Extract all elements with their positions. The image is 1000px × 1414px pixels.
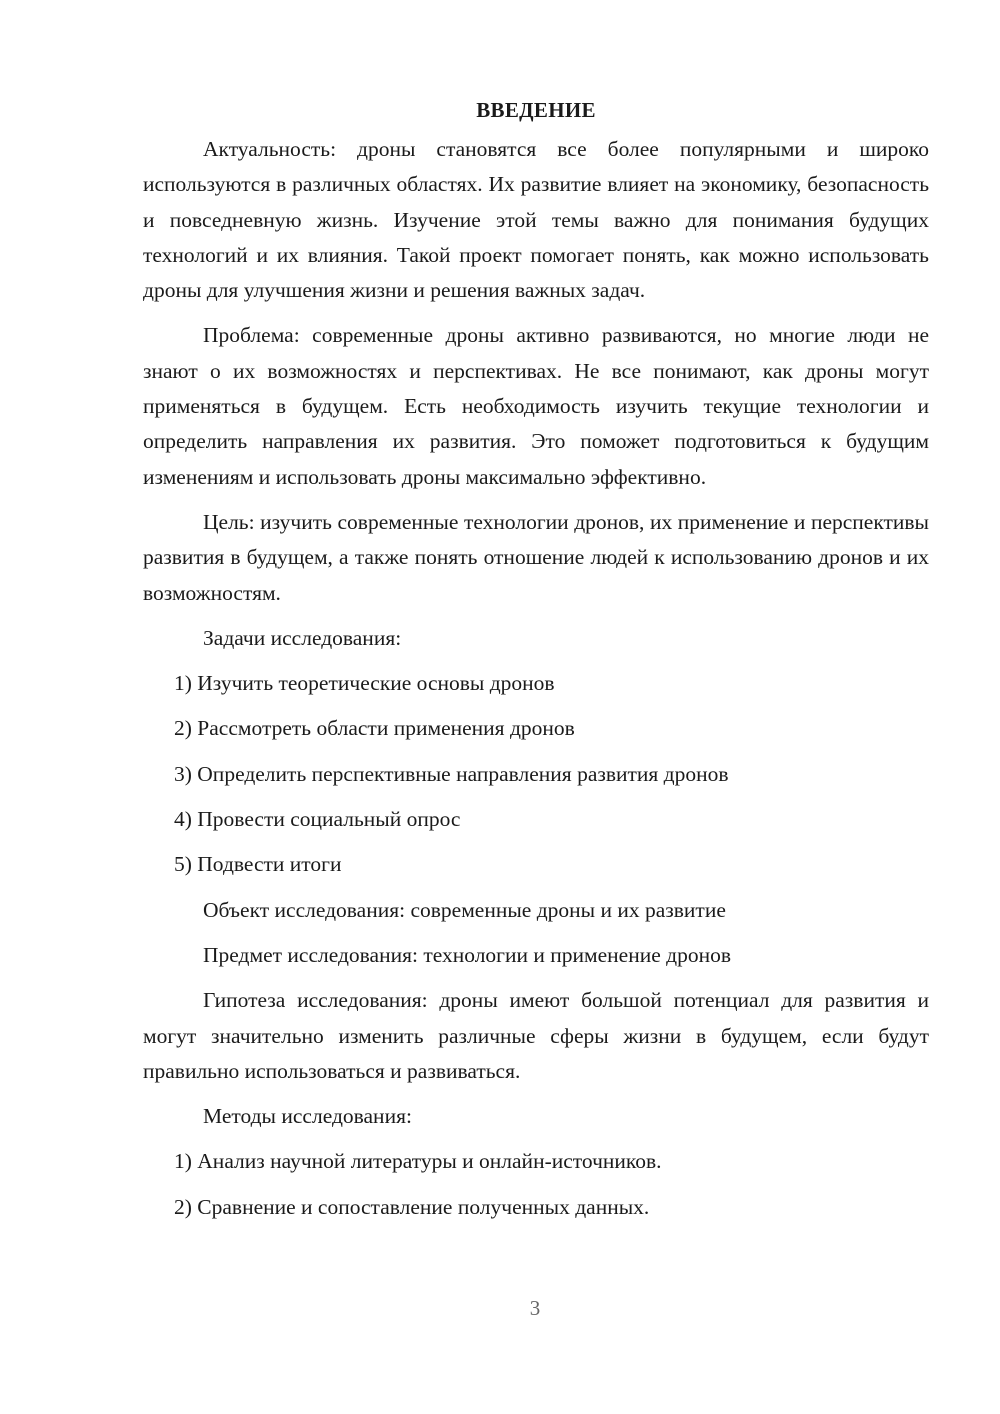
method-item: 1) Анализ научной литературы и онлайн-источников.	[174, 1149, 662, 1174]
research-object: Объект исследования: современные дроны и их развитие	[203, 897, 726, 922]
task-item: 5) Подвести итоги	[174, 852, 342, 877]
section-heading: ВВЕДЕНИЕ	[476, 98, 596, 122]
problem-paragraph: Проблема: современные дроны активно развиваются, но многие люди не знают о их возможностях и перспективах. Не все понимают, как дроны могут применяться в будущем. Есть необходимость изучить текущие технологии и определить направления их развития. Это поможет подготовиться к будущим изменениям и использовать дроны максимально эффективно.	[143, 323, 929, 489]
methods-list	[143, 1144, 929, 1225]
document-page	[143, 92, 929, 1235]
research-subject: Предмет исследования: технологии и применение дронов	[203, 942, 731, 967]
hypothesis-paragraph: Гипотеза исследования: дроны имеют большой потенциал для развития и могут значительно изменить различные сферы жизни в будущем, если будут правильно использоваться и развиваться.	[143, 988, 929, 1083]
goal-paragraph: Цель: изучить современные технологии дронов, их применение и перспективы развития в будущем, а также понять отношение людей к использованию дронов и их возможностям.	[143, 509, 929, 605]
method-item: 2) Сравнение и сопоставление полученных данных.	[174, 1194, 650, 1219]
task-item: 1) Изучить теоретические основы дронов	[174, 671, 555, 696]
task-item: 2) Рассмотреть области применения дронов	[174, 716, 575, 741]
relevance-paragraph: Актуальность: дроны становятся все более популярными и широко используются в различных областях. Их развитие влияет на экономику, безопасность и повседневную жизнь. Изучение этой темы важно для понимания будущих технологий и их влияния. Такой проект помогает понять, как можно использовать дроны для улучшения жизни и решения важных задач.	[143, 137, 929, 303]
task-item: 3) Определить перспективные направления развития дронов	[174, 761, 729, 786]
task-item: 4) Провести социальный опрос	[174, 807, 461, 832]
tasks-title: Задачи исследования:	[203, 625, 402, 650]
tasks-list	[143, 666, 929, 882]
methods-title: Методы исследования:	[203, 1104, 412, 1129]
page-number: 3	[529, 1296, 541, 1320]
